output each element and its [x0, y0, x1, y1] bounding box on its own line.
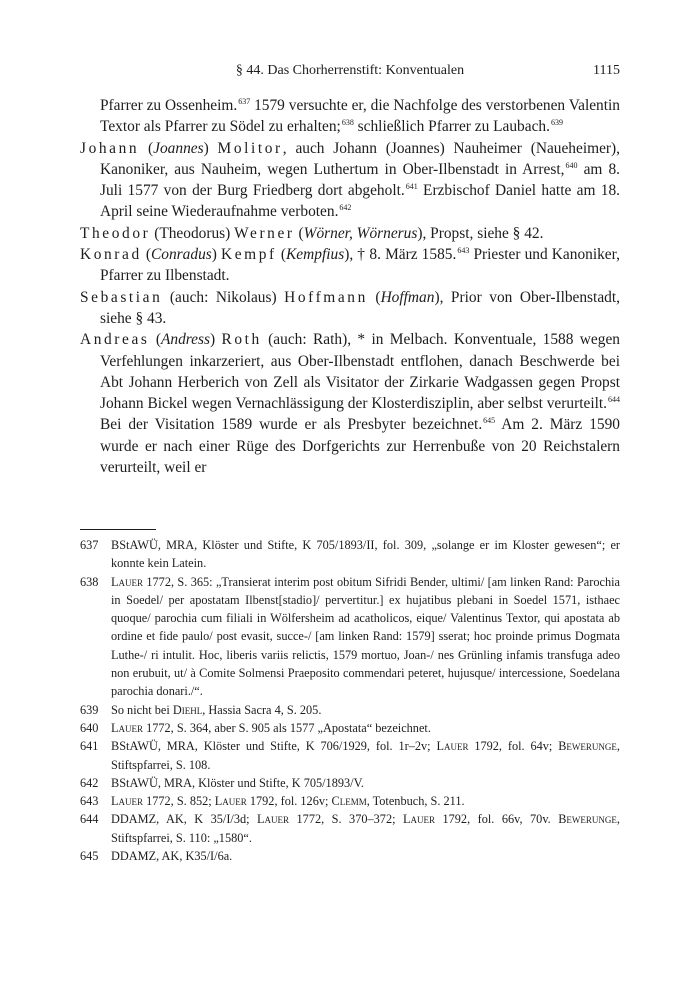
footnote-number: 638	[80, 574, 99, 589]
person-surname: Werner	[234, 224, 295, 242]
entry-konrad-kempf: Konrad (Conradus) Kempf (Kempfius), † 8. März 1585.$^{643}$ Priester und Kanoniker, Pfarrer zu Ilbenstadt.	[80, 246, 620, 285]
person-surname: Hoffmann	[284, 288, 368, 306]
footnote-number: 639	[80, 702, 99, 717]
footnote-number: 642	[80, 775, 99, 790]
author-name: Lauer	[111, 720, 144, 735]
person-name: Konrad	[80, 246, 142, 264]
footnote-ref[interactable]: 637	[238, 97, 251, 106]
footnote-number: 643	[80, 794, 99, 809]
entry-sebastian-hoffmann: Sebastian (auch: Nikolaus) Hoffmann (Hoffman), Prior von Ober-Ilbenstadt, siehe § 43.	[80, 288, 620, 327]
entry-johann-molitor: Johann (Joannes) Molitor, auch Johann (Joannes) Nauheimer (Naueheimer), Kanoniker, aus Nauheim, wegen Luthertum in Ober-Ilbenstadt in Arrest,$^{640}$ am 8. Juli 1577 von der Burg Friedberg dort abgeholt.$^{641}$ Erzbischof Daniel hatte am 18. April seine Wiederaufnahme verboten.$^{642}$	[80, 139, 621, 221]
author-name: Lauer	[436, 739, 469, 754]
footnote-ref[interactable]: 645	[483, 416, 496, 426]
entry-continuation: Pfarrer zu Ossenheim.$^{637}$ 1579 versuchte er, die Nachfolge des verstorbenen Valentin Textor als Pfarrer zu Södel zu erhalten;$^{638}$ schließlich Pfarrer zu Laubach.$^{639}$	[100, 97, 621, 136]
author-name: Lauer	[214, 794, 247, 809]
footnote-number: 637	[80, 538, 99, 552]
main-text	[80, 95, 620, 478]
footnote-ref[interactable]: 639	[550, 118, 563, 128]
footnote-641: 641 BStAWÜ, MRA, Klöster und Stifte, K 706/1929, fol. 1r–2v; Lauer 1792, fol. 64v; Bewerunge, Stiftspfarrei, S. 108.	[80, 739, 620, 772]
person-name: Sebastian	[80, 288, 163, 306]
footnote-separator	[80, 529, 156, 530]
footnotes	[80, 536, 620, 865]
author-name: Lauer	[257, 812, 290, 827]
running-title: § 44. Das Chorherrenstift: Konventualen	[235, 63, 465, 78]
person-surname: Molitor	[217, 139, 283, 157]
footnote-ref[interactable]: 638	[341, 118, 354, 128]
footnote-644: 644 DDAMZ, AK, K 35/I/3d; Lauer 1772, S. 370–372; Lauer 1792, fol. 66v, 70v. Bewerunge, Stiftspfarrei, S. 110: „1580“.	[80, 812, 620, 845]
entry-theodor-werner: Theodor (Theodorus) Werner (Wörner, Wörnerus), Propst, siehe § 42.	[80, 224, 544, 242]
footnote-number: 645	[80, 849, 99, 864]
person-surname: Kempf	[221, 246, 277, 264]
footnote-637: 637 BStAWÜ, MRA, Klöster und Stifte, K 705/1893/II, fol. 309, „solange er im Kloster gewesen“; er konnte kein Latein.	[80, 538, 620, 571]
person-name: Andreas	[80, 331, 150, 349]
footnote-ref[interactable]: 641	[405, 182, 418, 192]
footnote-ref[interactable]: 640	[565, 160, 578, 170]
author-name: Lauer	[402, 812, 435, 827]
footnote-640: 640 Lauer 1772, S. 364, aber S. 905 als 1577 „Apostata“ bezeichnet.	[80, 719, 620, 737]
footnote-number: 641	[80, 739, 99, 754]
footnote-ref[interactable]: 643	[457, 246, 470, 256]
footnote-ref[interactable]: 644	[608, 395, 620, 405]
author-name: Clemm	[331, 794, 367, 809]
page-number: 1115	[593, 63, 620, 78]
footnote-number: 640	[80, 720, 99, 735]
footnote-number: 644	[80, 812, 99, 827]
author-name: Diehl	[172, 702, 203, 717]
footnote-643: 643 Lauer 1772, S. 852; Lauer 1792, fol. 126v; Clemm, Totenbuch, S. 211.	[80, 792, 620, 810]
footnote-639: 639 So nicht bei Diehl, Hassia Sacra 4, S. 205.	[80, 701, 620, 719]
person-name: Theodor	[80, 224, 151, 242]
footnote-638: 638 Lauer 1772, S. 365: „Transierat interim post obitum Sifridi Bender, ultimi/ [am linken Rand: Parochia in Soedel/ per apostatam Ilbenst[stadio]/ pervertitur.] ex hujatibus plebani in Soedel 1571, isthaec quoque/ parochia cum filiali in Wölfersheim ad acatholicos, eique/ Valentinus Textor, qui apostata ab ordine et fide paulo/ post evasit, succe-/ [am linken Rand: 1579] sserat; hoc proinde primus Dogmata Luthe-/ ri intulit. Hoc, liberis variis relictis, 1579 mortuo, Joan-/ nes Grünling infamis transfuga adeo non erubuit, ut/ à Comite Solmensi Praeposito commendari peteret, hujusque/ intercessione, Soedelana parochia donari./“.	[80, 574, 620, 699]
author-name: Lauer	[111, 574, 144, 589]
entry-andreas-roth: Andreas (Andress) Roth (auch: Rath), * in Melbach. Konventuale, 1588 wegen Verfehlungen inkarzeriert, aus Ober-Ilbenstadt entflohen, danach Beschwerde bei Abt Johann Herberich von Zell als Visitator der Zirkarie Wadgassen gegen Propst Johann Bickel wegen Vernachlässigung der Klosterdisziplin, aber selbst verurteilt.$^{644}$ Bei der Visitation 1589 wurde er als Presbyter bezeichnet.$^{645}$ Am 2. März 1590 wurde er nach einer Rüge des Dorfgerichts zur Herrenbuße von 20 Reichstalern verurteilt, weil er	[80, 331, 620, 477]
author-name: Bewerunge	[558, 812, 617, 827]
footnote-645: 645 DDAMZ, AK, K35/I/6a.	[80, 847, 620, 865]
footnote-ref[interactable]: 642	[339, 203, 352, 213]
person-surname: Roth	[221, 331, 262, 349]
author-name: Bewerunge	[558, 739, 617, 754]
footnote-642: 642 BStAWÜ, MRA, Klöster und Stifte, K 705/1893/V.	[80, 774, 620, 792]
author-name: Lauer	[111, 794, 144, 809]
person-name: Johann	[80, 139, 140, 157]
running-header	[80, 63, 620, 83]
